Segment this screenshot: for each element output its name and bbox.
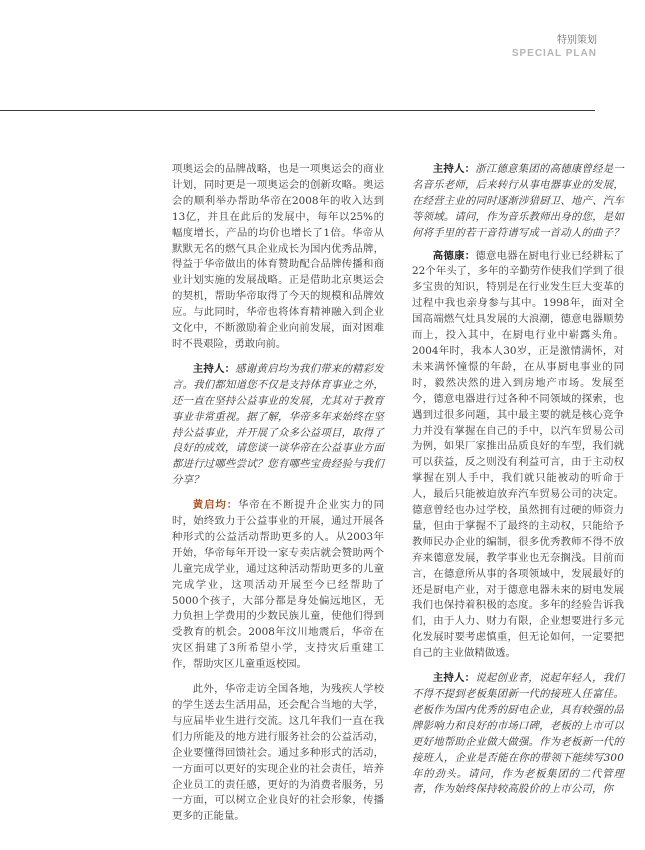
answer-text: 华帝在不断提升企业实力的同时，始终致力于公益事业的开展，通过开展各种形式的公益活动帮助更多的人。从2003年开始，华帝每年开设一家专卖店就会赞助两个儿童完成学业，通过这种活动帮助更多的儿童完成学业，这项活动开展至今已经帮助了5000个孩子，大部分都是身处偏远地区，无力负担上学费用的少数民族儿童，使他们得到受教育的机会。2008年汶川地震后，华帝在灾区捐建了3所希望小学，支持灾后重建工作，帮助灾区儿童重返校园。 <box>172 499 384 671</box>
host-question-1 <box>172 362 384 489</box>
answer-huang <box>172 498 384 673</box>
speaker-gao: 高德康： <box>432 249 476 262</box>
section-title-cn: 特别策划 <box>557 35 597 46</box>
left-paragraph-2: 此外，华帝走访全国各地，为残疾人学校的学生送去生活用品，还会配合当地的大学，与应届毕业生进行交流。这几年我们一直在我们力所能及的地方进行服务社会的公益活动，企业要懂得回馈社会。通过多种形式的活动，一方面可以更好的实现企业的社会责任，培养企业员工的责任感，更好的为消费者服务，另一方面，可以树立企业良好的社会形象，传播更多的正能量。 <box>172 683 384 823</box>
page-header <box>512 34 597 60</box>
left-paragraph-1: 项奥运会的品牌战略，也是一项奥运会的商业计划，同时更是一项奥运会的创新攻略。奥运会的顺利举办帮助华帝在2008年的收入达到13亿，并且在此后的发展中，每年以25%的幅度增长，产品的均价也增长了1倍。华帝从默默无名的燃气具企业成长为国内优秀品牌，得益于华帝做出的体育赞助配合品牌传播和商业计划实施的发展战略。正是借助北京奥运会的契机，帮助华帝取得了今天的规模和品牌效应。与此同时，华帝也将体育精神融入到企业文化中，不断激励着企业向前发展，面对困难时不畏艰险，勇敢向前。 <box>172 163 384 350</box>
answer-gao <box>412 249 624 663</box>
host-question-3 <box>412 671 624 798</box>
right-column <box>412 162 624 807</box>
question-text: 说起创业者，说起年轻人，我们不得不提到老板集团新一代的接班人任富佳。老板作为国内优秀的厨电企业，具有较强的品牌影响力和良好的市场口碑，老板的上市可以更好地帮助企业做大做强。作为老板新一代的接班人，企业是否能在你的带领下能续写300年的劲头。请问，作为老板集团的二代管理者，作为始终保持较高股价的上市公司，你 <box>412 672 624 796</box>
speaker-huang: 黄启均： <box>192 499 238 512</box>
question-text: 浙江德意集团的高德康曾经是一名音乐老师，后来转行从事电器事业的发展，在经营主业的同时逐渐涉猎厨卫、地产、汽车等领域。请问，作为音乐教师出身的您，是如何将手里的若干音符谱写成一首动人的曲子？ <box>412 163 624 239</box>
section-title-en: SPECIAL PLAN <box>511 48 597 59</box>
left-column <box>172 162 384 834</box>
answer-text: 德意电器在厨电行业已经耕耘了22个年头了，多年的辛勤劳作使我们学到了很多宝贵的知识，特别是在行业发生巨大变革的过程中我也亲身参与其中。1998年，面对全国高端燃气灶具发展的大浪潮，德意电器顺势而上，投入其中，在厨电行业中崭露头角。2004年时，我本人30岁，正是激情满怀，对未来满怀憧憬的年龄，在从事厨电事业的同时，毅然决然的进入到房地产市场。发展至今，德意电器进行过各种不同领域的探索，也遇到过很多问题，其中最主要的就是核心竞争力并没有掌握在自己的手中，以汽车贸易公司为例，如果厂家推出品质良好的车型，我们就可以获益，反之则没有利益可言，由于主动权掌握在别人手中，我们就只能被动的听命于人，最后只能被迫放弃汽车贸易公司的决定。德意曾经也办过学校，虽然拥有过硬的师资力量，但由于掌握不了最终的主动权，只能给予教师民办企业的编制，很多优秀教师不得不放弃来德意发展，教学事业也无奈搁浅。目前而言，在德意所从事的各项领域中，发展最好的还是厨电产业，对于德意电器未来的厨电发展我们也保持着积极的态度。多年的经验告诉我们，由于人力、财力有限，企业想要进行多元化发展时要考虑慎重，但无论如何，一定要把自己的主业做精做透。 <box>412 249 625 660</box>
question-text: 感谢黄启均为我们带来的精彩发言。我们都知道您不仅是支持体育事业之外，还一直在坚持公益事业的发展，尤其对于教育事业非常重视。据了解，华帝多年来始终在坚持公益事业，并开展了众多公益项目，取得了良好的成效，请您谈一谈华帝在公益事业方面都进行过哪些尝试？您有哪些宝贵经验与我们分享？ <box>172 362 384 487</box>
host-question-2 <box>412 162 624 242</box>
speaker-host: 主持人： <box>192 362 236 375</box>
speaker-host: 主持人： <box>432 672 476 685</box>
header-divider <box>0 110 595 111</box>
speaker-host: 主持人： <box>432 163 476 175</box>
